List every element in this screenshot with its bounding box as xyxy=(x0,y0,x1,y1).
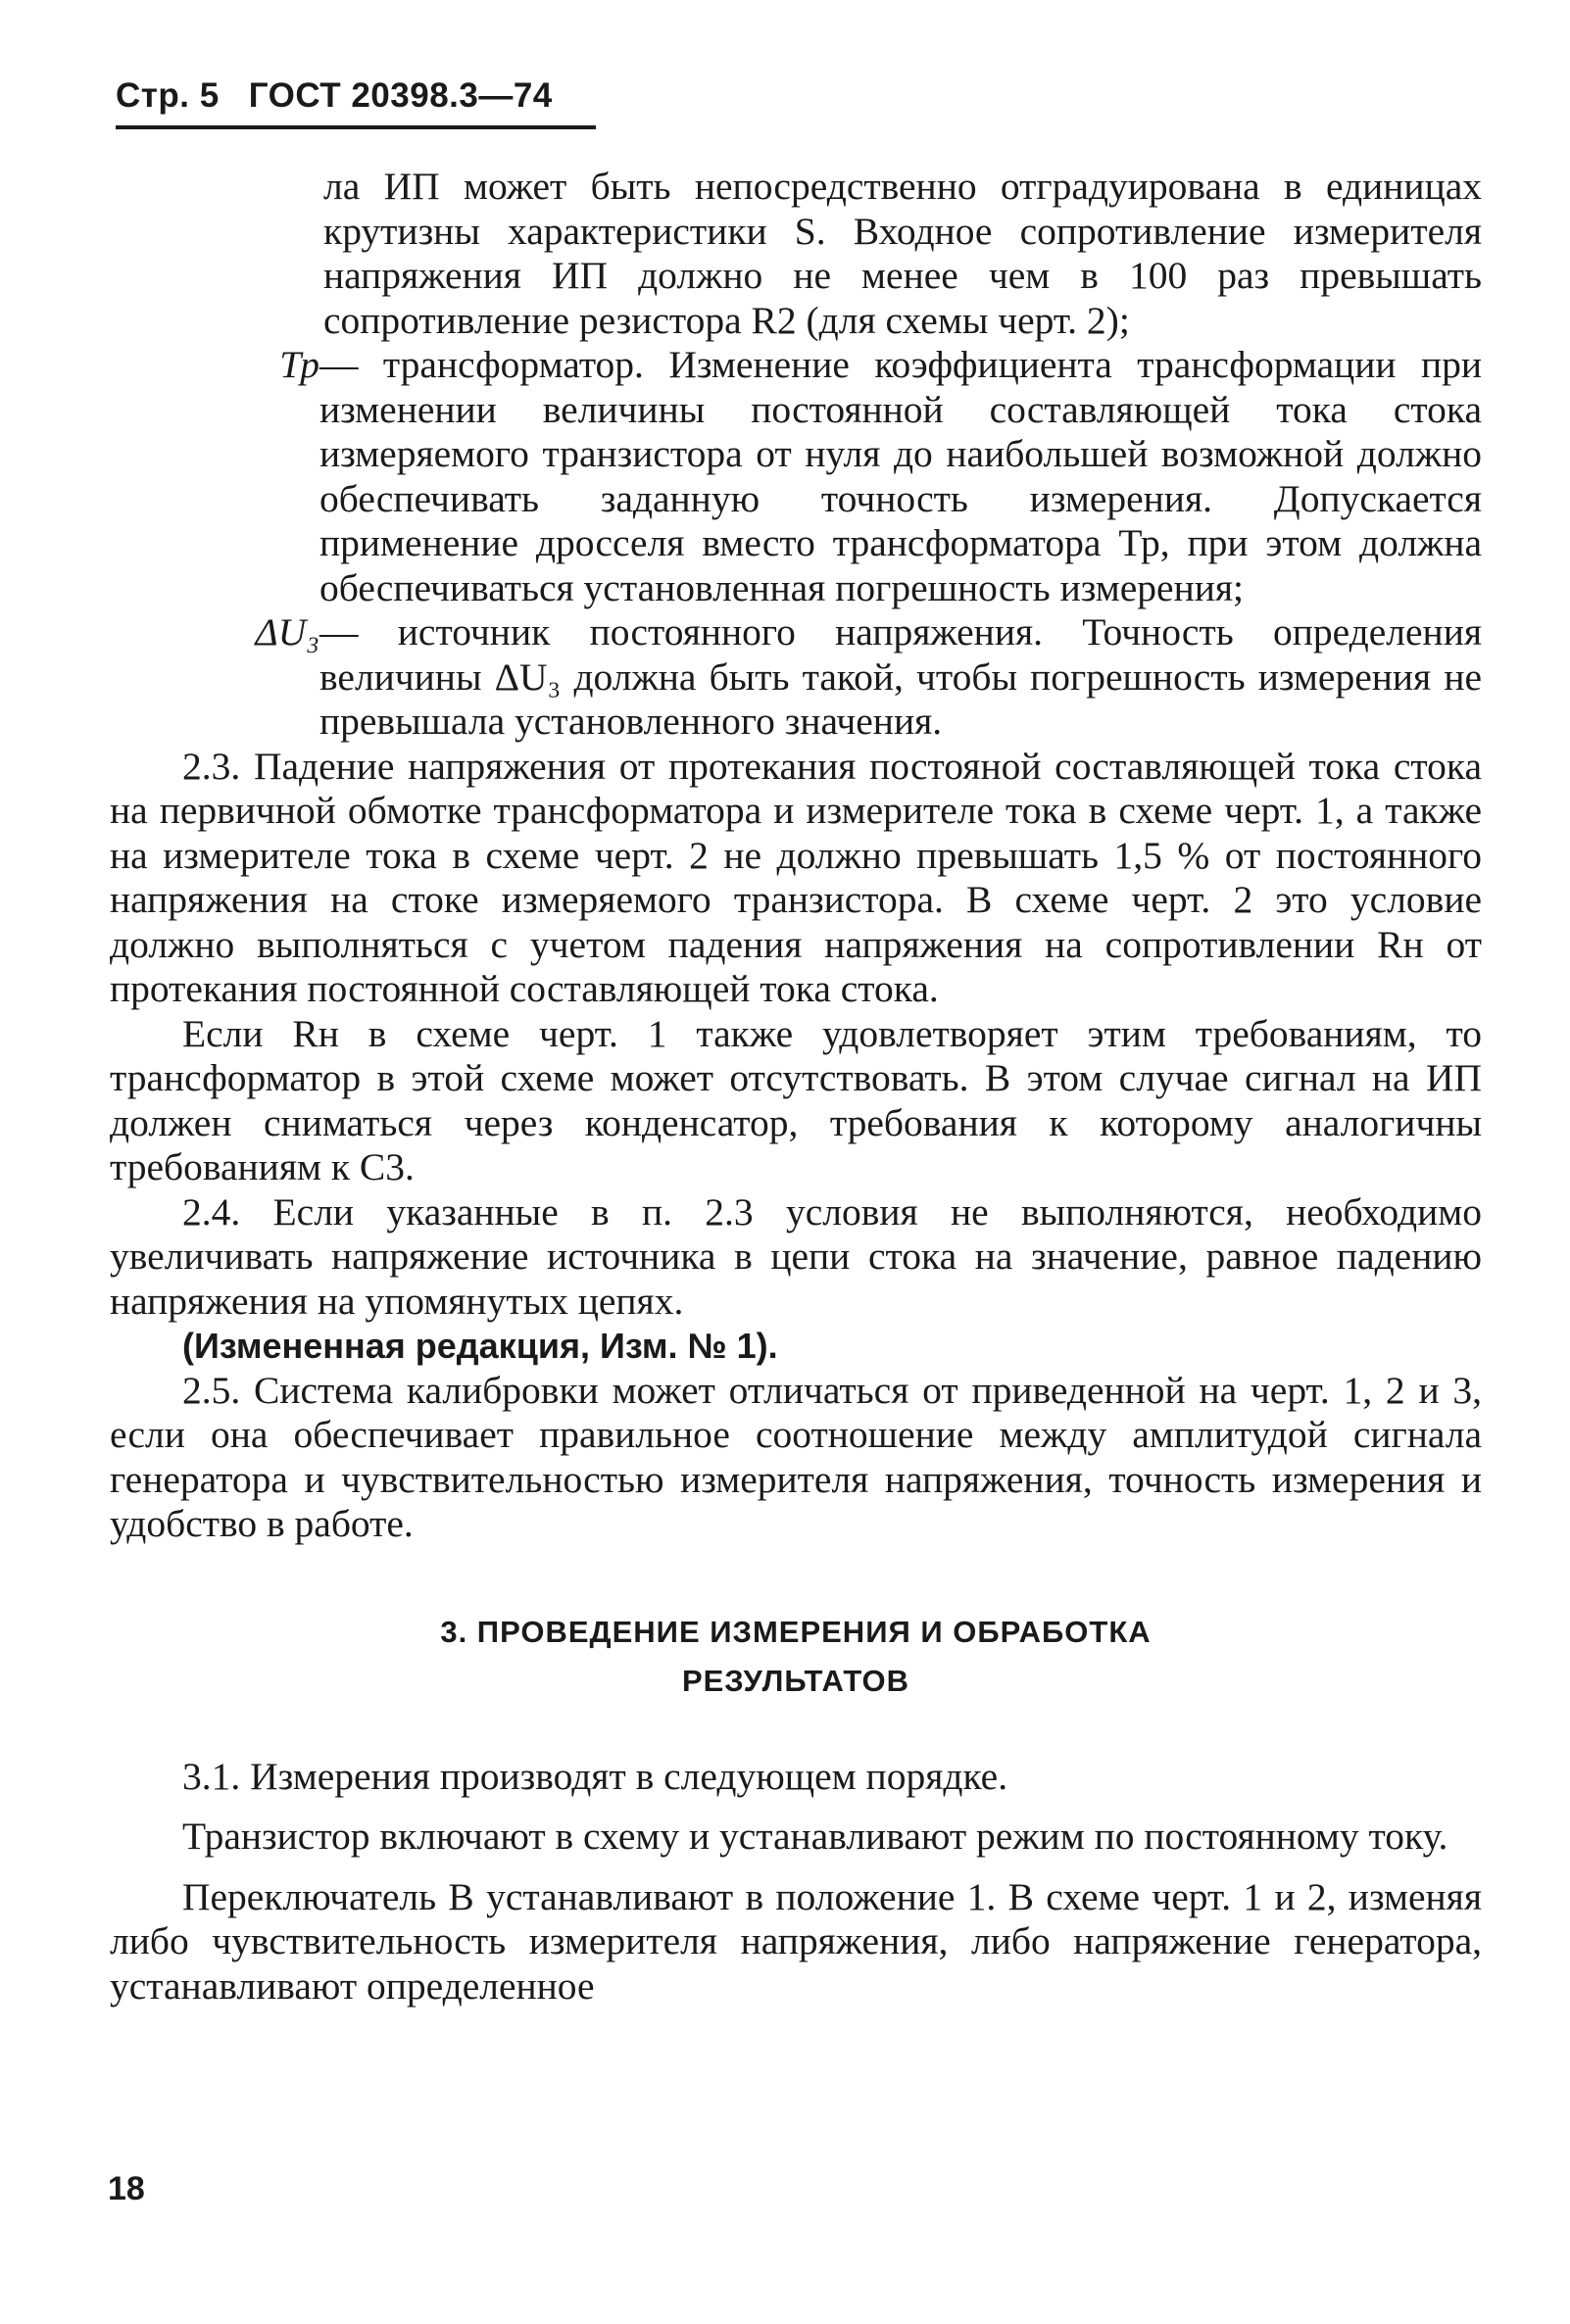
paragraph-3-1-transistor: Транзистор включают в схему и устанавливают режим по постоянному току. xyxy=(182,1815,1448,1858)
running-header xyxy=(116,76,582,116)
section-title-line-1: 3. ПРОВЕДЕНИЕ ИЗМЕРЕНИЯ И ОБРАБОТКА xyxy=(440,1614,1152,1649)
definition-text: — источник постоянного напряжения. Точность определения величины ΔU₃ должна быть такой, чтобы погрешность измерения не превышала установленного значения. xyxy=(319,610,1482,743)
paragraph-2-4: 2.4. Если указанные в п. 2.3 условия не выполняются, необходимо увеличивать напряжение источника в цепи стока на значение, равное падению напряжения на упомянутых цепях. xyxy=(110,1189,1482,1323)
section-title-line-2: РЕЗУЛЬТАТОВ xyxy=(681,1663,910,1698)
paragraph-2-5: 2.5. Система калибровки может отличаться от приведенной на черт. 1, 2 и 3, если она обеспечивает правильное соотношение между амплитудой сигнала генератора и чувствительностью измерителя напряжения, точность измерения и удобство в работе. xyxy=(110,1368,1482,1545)
definition-continuation: ла ИП может быть непосредственно отградуирована в единицах крутизны характеристики S. Входное сопротивление измерителя напряжения ИП должно не менее чем в 100 раз превышать сопротивление резистора R2 (для схемы черт. 2); xyxy=(323,165,1482,342)
header-rule xyxy=(116,125,596,129)
amendment-note: (Измененная редакция, Изм. № 1). xyxy=(182,1326,778,1366)
standard-number: ГОСТ 20398.3—74 xyxy=(248,76,553,115)
document-body xyxy=(110,165,1482,2009)
page-number: 18 xyxy=(108,2170,145,2207)
paragraph-2-3: 2.3. Падение напряжения от протекания постояной составляющей тока стока на первичной обмотке трансформатора и измерителе тока в схеме черт. 1, а также на измерителе тока в схеме черт. 2 не должно превышать 1,5 % от постоянного напряжения на стоке измеряемого транзистора. В схеме черт. 2 это условие должно выполняться с учетом падения напряжения на сопротивлении Rн от протекания постоянной составляющей тока стока. xyxy=(110,744,1482,1010)
definition-term: ΔU₃ xyxy=(255,610,319,654)
definition-term: Тр xyxy=(279,343,319,386)
section-3-heading xyxy=(110,1608,1482,1706)
paragraph-2-3-continued: Если Rн в схеме черт. 1 также удовлетворяет этим требованиям, то трансформатор в этой схеме может отсутствовать. В этом случае сигнал на ИП должен сниматься через конденсатор, требования к которому аналогичны требованиям к С3. xyxy=(110,1011,1482,1188)
paragraph-3-1: 3.1. Измерения производят в следующем порядке. xyxy=(182,1754,1008,1798)
definition-text: — трансформатор. Изменение коэффициента трансформации при изменении величины постоянной составляющей тока стока измеряемого транзистора от нуля до наибольшей возможной должно обеспечивать заданную точность измерения. Допускается применение дросселя вместо трансформатора Тр, при этом должна обеспечиваться установленная погрешность измерения; xyxy=(319,343,1482,609)
definition-du3 xyxy=(110,610,1482,745)
definition-tr xyxy=(110,343,1482,610)
page-label: Стр. 5 xyxy=(116,76,220,115)
paragraph-3-1-switch: Переключатель В устанавливают в положение 1. В схеме черт. 1 и 2, изменяя либо чувствительность измерителя напряжения, либо напряжение генератора, устанавливают определенное xyxy=(110,1874,1482,2008)
